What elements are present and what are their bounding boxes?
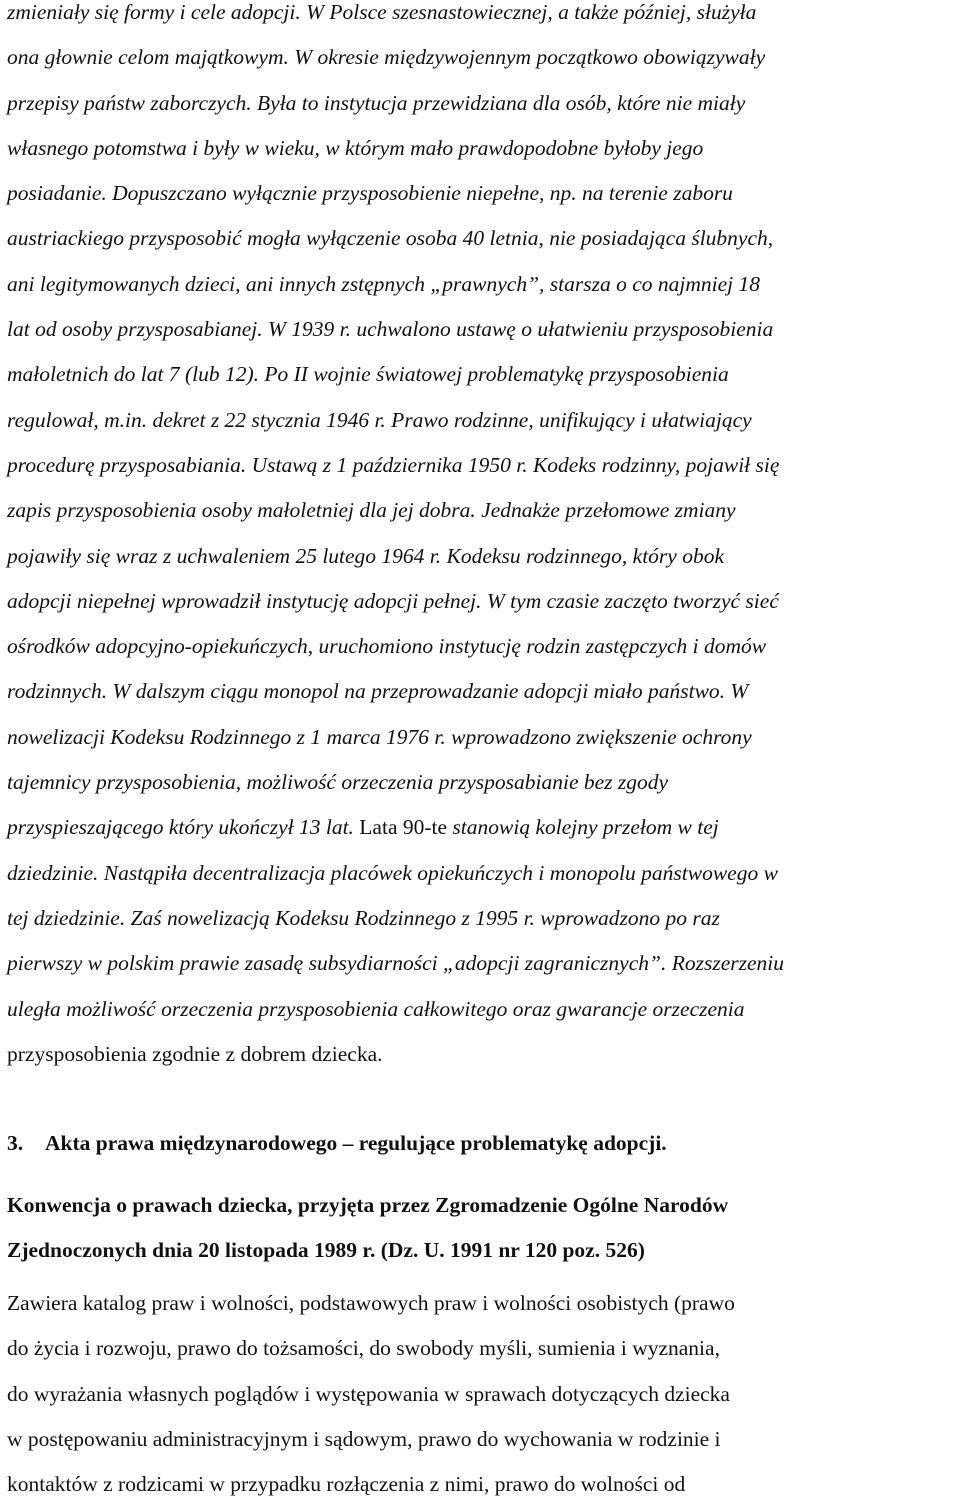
text-line bbox=[7, 669, 954, 714]
text-run: adopcji niepełnej wprowadził instytucję adopcji pełnej. W tym czasie zaczęto tworzyć sieć bbox=[7, 588, 779, 613]
text-run: dziedzinie. bbox=[7, 860, 104, 885]
text-line: w postępowaniu administracyjnym i sądowym, prawo do wychowania w rodzinie i bbox=[7, 1426, 721, 1451]
text-line bbox=[7, 851, 954, 896]
text-run: ośrodków adopcyjno-opiekuńczych, uruchomiono instytucję rodzin zastępczych i domów bbox=[7, 634, 767, 659]
text-run: zapis przysposobienia osoby małoletniej dla jej dobra. Jednakże przełomowe zmiany bbox=[7, 498, 736, 523]
text-run: małoletnich do lat 7 (lub 12). Po II wojnie światowej problematykę przysposobienia bbox=[7, 362, 729, 387]
text-line bbox=[7, 579, 954, 624]
text-line bbox=[7, 262, 954, 307]
text-run: regulował, m.in. dekret z 22 stycznia 1946 r. Prawo rodzinne, unifikujący i ułatwiający bbox=[7, 407, 752, 432]
text-run: Nastąpiła decentralizacja placówek opiekuńczych i monopolu państwowego w bbox=[103, 860, 778, 885]
convention-title bbox=[7, 1183, 954, 1274]
text-line bbox=[7, 715, 954, 760]
text-run: uchwalono ustawę o ułatwieniu przysposobienia bbox=[356, 317, 774, 342]
text-run: procedurę przysposabiania. Ustawą z 1 października 1950 r. Kodeks rodzinny, pojawił się bbox=[7, 452, 780, 477]
text-run: nowelizacji Kodeksu Rodzinnego z 1 marca 1976 r. wprowadzono zwiększenie ochrony bbox=[7, 724, 752, 749]
text-line bbox=[7, 534, 954, 579]
text-run: lat od osoby przysposabianej. W 1939 r. bbox=[7, 317, 357, 342]
text-run: przyspieszającego który ukończył 13 lat. bbox=[7, 815, 360, 840]
text-run: rodzinnych. W dalszym ciągu monopol na przeprowadzanie adopcji miało państwo. W bbox=[7, 679, 749, 704]
text-run: przysposobienia zgodnie z dobrem dziecka. bbox=[7, 1041, 383, 1066]
section-heading bbox=[7, 1129, 954, 1157]
text-line bbox=[7, 0, 954, 35]
history-paragraph bbox=[7, 0, 954, 1077]
text-run: własnego potomstwa i były w wieku, w którym mało prawdopodobne byłoby jego bbox=[7, 135, 704, 160]
text-line bbox=[7, 216, 954, 261]
text-line bbox=[7, 624, 954, 669]
text-line bbox=[7, 81, 954, 126]
text-line bbox=[7, 488, 954, 533]
text-line: do życia i rozwoju, prawo do tożsamości, do swobody myśli, sumienia i wyznania, bbox=[7, 1336, 720, 1361]
section-title: Akta prawa międzynarodowego – regulujące problematykę adopcji. bbox=[45, 1131, 667, 1155]
text-line bbox=[7, 352, 954, 397]
text-line: do wyrażania własnych poglądów i występowania w sprawach dotyczących dziecka bbox=[7, 1381, 730, 1406]
text-run: posiadanie. Dopuszczano wyłącznie przysposobienie niepełne, np. na terenie zaboru bbox=[7, 181, 733, 206]
text-run: stanowią kolejny przełom w tej bbox=[452, 815, 719, 840]
text-line bbox=[7, 126, 954, 171]
text-run: zmieniały się formy i cele adopcji. W Polsce szesnastowiecznej, a także później, służyła bbox=[7, 0, 757, 24]
text-line bbox=[7, 443, 954, 488]
text-run: austriackiego przysposobić mogła wyłączenie osoba 40 letnia, nie posiadająca ślubnych, bbox=[7, 226, 774, 251]
text-run: pierwszy w polskim prawie zasadę subsydiarności „adopcji zagranicznych”. Rozszerzeniu bbox=[7, 951, 784, 976]
text-run: ona głownie celom majątkowym. W okresie międzywojennym początkowo obowiązywały bbox=[7, 45, 766, 70]
text-run: tajemnicy przysposobienia, możliwość orzeczenia przysposabianie bez zgody bbox=[7, 770, 669, 795]
text-line bbox=[7, 398, 954, 443]
text-line bbox=[7, 896, 954, 941]
text-line bbox=[7, 760, 954, 805]
convention-title-line: Konwencja o prawach dziecka, przyjęta przez Zgromadzenie Ogólne Narodów bbox=[7, 1193, 729, 1217]
text-run: tej dziedzinie. Zaś nowelizacją Kodeksu Rodzinnego z 1995 r. wprowadzono po raz bbox=[7, 905, 720, 930]
text-line bbox=[7, 987, 954, 1032]
text-line bbox=[7, 171, 954, 216]
text-line bbox=[7, 1032, 954, 1077]
text-run: uległa możliwość orzeczenia przysposobienia całkowitego oraz gwarancje orzeczenia bbox=[7, 996, 745, 1021]
text-run: pojawiły się wraz z uchwaleniem 25 lutego 1964 r. Kodeksu rodzinnego, który obok bbox=[7, 543, 725, 568]
text-line: kontaktów z rodzicami w przypadku rozłączenia z nimi, prawo do wolności od bbox=[7, 1472, 686, 1497]
text-line: Zawiera katalog praw i wolności, podstawowych praw i wolności osobistych (prawo bbox=[7, 1291, 735, 1315]
text-line bbox=[7, 35, 954, 80]
text-run: Lata 90-te bbox=[359, 815, 453, 840]
text-run: ani legitymowanych dzieci, ani innych zstępnych „prawnych”, starsza o co najmniej 18 bbox=[7, 271, 761, 296]
text-run: przepisy państw zaborczych. Była to instytucja przewidziana dla osób, które nie miały bbox=[7, 90, 746, 115]
text-line bbox=[7, 941, 954, 986]
text-line bbox=[7, 805, 954, 850]
text-line bbox=[7, 307, 954, 352]
convention-title-line: Zjednoczonych dnia 20 listopada 1989 r. (Dz. U. 1991 nr 120 poz. 526) bbox=[7, 1238, 645, 1263]
section-number: 3. bbox=[7, 1131, 24, 1155]
convention-paragraph bbox=[7, 1281, 954, 1501]
